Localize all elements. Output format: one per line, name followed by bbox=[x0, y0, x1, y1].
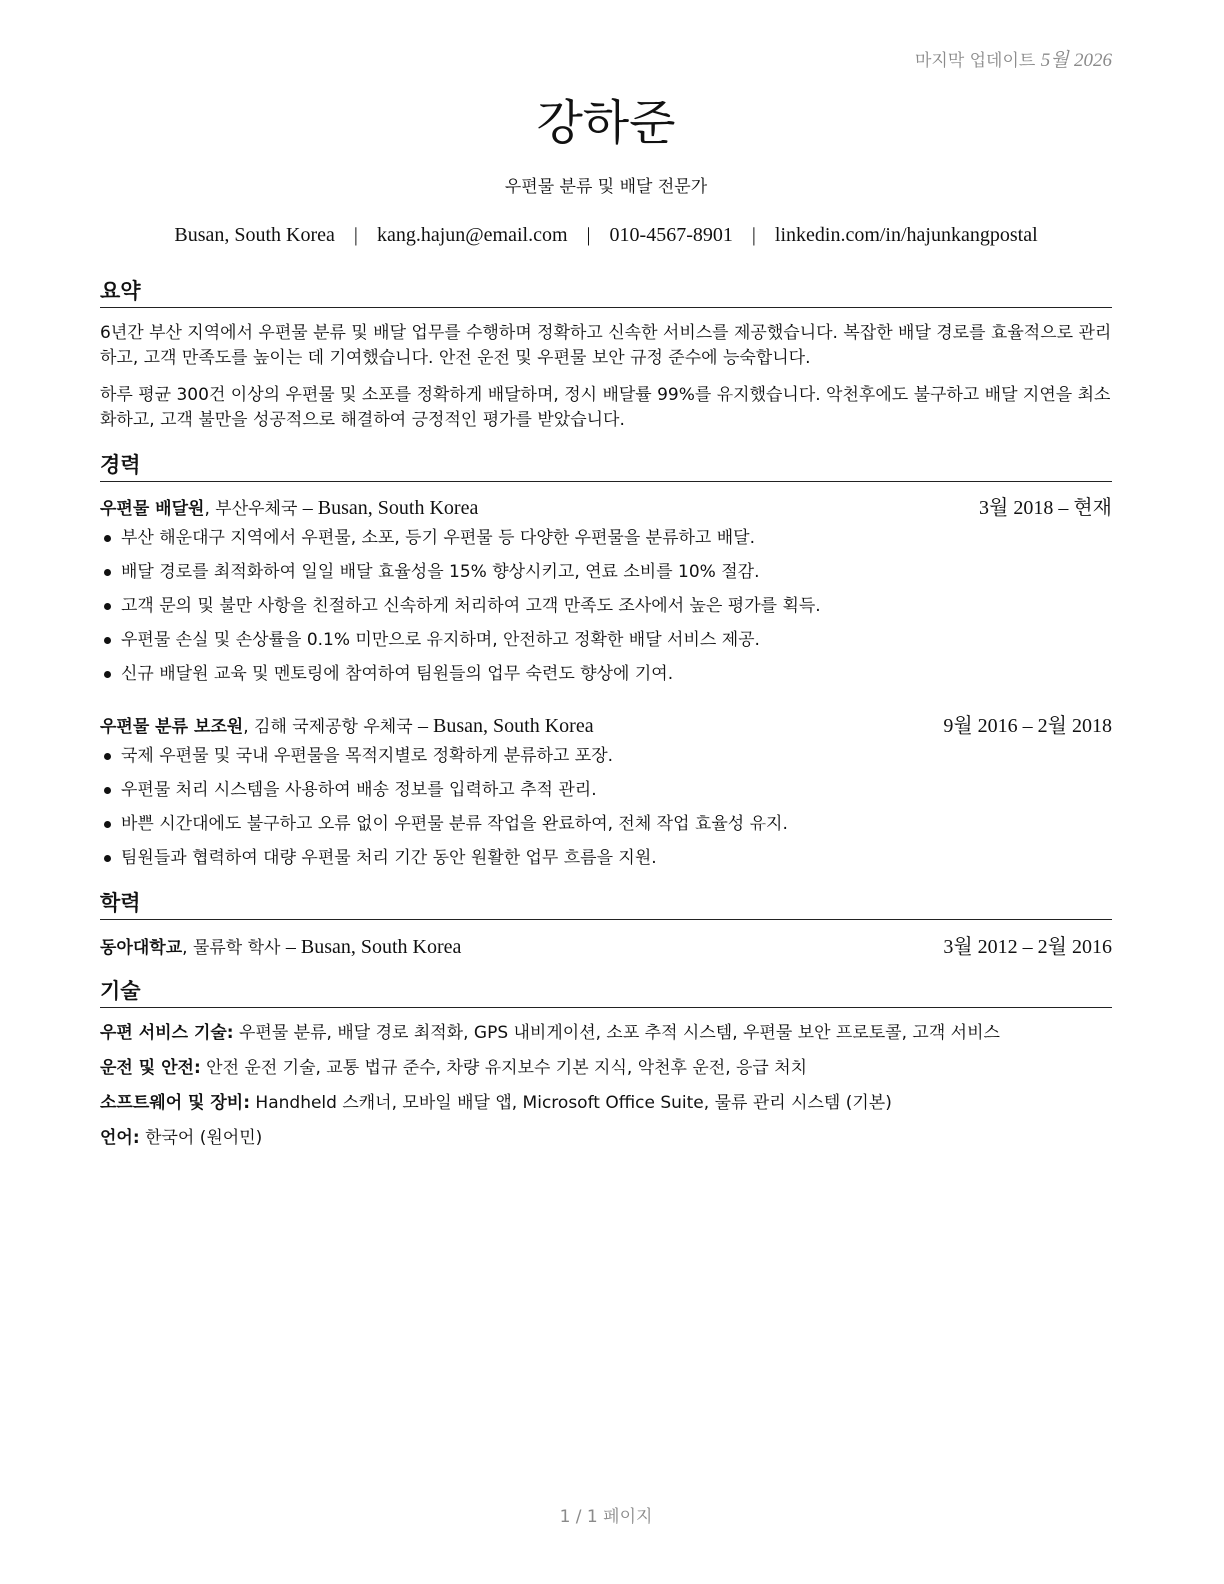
skill-label: 우편 서비스 기술: bbox=[100, 1023, 234, 1043]
last-updated-year: 2026 bbox=[1074, 50, 1112, 71]
job-bullets bbox=[100, 525, 1112, 695]
resume-page bbox=[100, 0, 1112, 1584]
section-title-summary: 요약 bbox=[100, 275, 1112, 308]
skill-label: 소프트웨어 및 장비: bbox=[100, 1093, 251, 1113]
job-location: Busan, South Korea bbox=[433, 715, 594, 737]
last-updated-month: 5월 bbox=[1040, 50, 1069, 71]
skill-value: 안전 운전 기술, 교통 법규 준수, 차량 유지보수 기본 지식, 악천후 운전, 응급 처치 bbox=[206, 1058, 808, 1078]
job-bullets bbox=[100, 743, 1112, 879]
summary-paragraph: 하루 평균 300건 이상의 우편물 및 소포를 정확하게 배달하며, 정시 배달률 99%를 유지했습니다. 악천후에도 불구하고 배달 지연을 최소화하고, 고객 불만을 성공적으로 해결하여 긍정적인 평가를 받았습니다. bbox=[100, 385, 1111, 430]
section-title-experience: 경력 bbox=[100, 449, 1112, 482]
education-location: Busan, South Korea bbox=[300, 936, 462, 958]
job-role: 우편물 배달원 bbox=[100, 499, 205, 519]
candidate-name: 강하준 bbox=[536, 95, 676, 151]
job-header: 우편물 분류 보조원, 김해 국제공항 우체국 – Busan, South Korea 9월 2016 – 2월 2018 bbox=[100, 715, 1112, 737]
education-school: 동아대학교 bbox=[100, 938, 183, 958]
job-role: 우편물 분류 보조원 bbox=[100, 717, 244, 737]
candidate-headline: 우편물 분류 및 배달 전문가 bbox=[504, 177, 708, 197]
skill-line bbox=[100, 1090, 1112, 1116]
list-item: 신규 배달원 교육 및 멘토링에 참여하여 팀원들의 업무 숙련도 향상에 기여. bbox=[100, 661, 1112, 695]
last-updated bbox=[915, 45, 1112, 72]
contact-phone: 010-4567-8901 bbox=[609, 224, 733, 246]
list-item: 팀원들과 협력하여 대량 우편물 처리 기간 동안 원활한 업무 흐름을 지원. bbox=[100, 845, 1112, 879]
contact-separator: | bbox=[353, 224, 358, 246]
contact-separator: | bbox=[586, 224, 591, 246]
list-item: 우편물 처리 시스템을 사용하여 배송 정보를 입력하고 추적 관리. bbox=[100, 777, 1112, 811]
skill-value: Handheld 스캐너, 모바일 배달 앱, Microsoft Office Suite, 물류 관리 시스템 (기본) bbox=[255, 1093, 892, 1113]
section-title-skills: 기술 bbox=[100, 975, 1112, 1008]
list-item: 바쁜 시간대에도 불구하고 오류 없이 우편물 분류 작업을 완료하여, 전체 작업 효율성 유지. bbox=[100, 811, 1112, 845]
list-item: 부산 해운대구 지역에서 우편물, 소포, 등기 우편물 등 다양한 우편물을 분류하고 배달. bbox=[100, 525, 1112, 559]
job-org: 김해 국제공항 우체국 bbox=[254, 717, 413, 737]
contact-line bbox=[100, 224, 1112, 247]
education-entry: 동아대학교, 물류학 학사 – Busan, South Korea 3월 2012 – 2월 2016 bbox=[100, 936, 1112, 958]
section-title-education: 학력 bbox=[100, 887, 1112, 920]
skill-line bbox=[100, 1125, 1112, 1151]
skill-label: 언어: bbox=[100, 1128, 140, 1148]
skill-label: 운전 및 안전: bbox=[100, 1058, 201, 1078]
last-updated-label: 마지막 업데이트 bbox=[914, 51, 1036, 71]
contact-linkedin[interactable]: linkedin.com/in/hajunkangpostal bbox=[774, 224, 1038, 246]
list-item: 배달 경로를 최적화하여 일일 배달 효율성을 15% 향상시키고, 연료 소비를 10% 절감. bbox=[100, 559, 1112, 593]
skill-line bbox=[100, 1055, 1112, 1081]
contact-email[interactable]: kang.hajun@email.com bbox=[376, 224, 568, 246]
page-indicator: 1 / 1 페이지 bbox=[559, 1507, 653, 1527]
list-item: 우편물 손실 및 손상률을 0.1% 미만으로 유지하며, 안전하고 정확한 배달 서비스 제공. bbox=[100, 627, 1112, 661]
education-degree: 물류학 학사 bbox=[192, 938, 281, 958]
job-org: 부산우체국 bbox=[215, 499, 298, 519]
job-dates: 9월 2016 – 2월 2018 bbox=[943, 715, 1112, 737]
education-dates: 3월 2012 – 2월 2016 bbox=[943, 936, 1112, 958]
skill-value: 우편물 분류, 배달 경로 최적화, GPS 내비게이션, 소포 추적 시스템, 우편물 보안 프로토콜, 고객 서비스 bbox=[239, 1023, 1000, 1043]
skill-value: 한국어 (원어민) bbox=[145, 1128, 263, 1148]
job-header: 우편물 배달원, 부산우체국 – Busan, South Korea 3월 2018 – 현재 bbox=[100, 497, 1112, 519]
contact-location: Busan, South Korea bbox=[174, 224, 335, 246]
skill-line bbox=[100, 1020, 1112, 1046]
list-item: 고객 문의 및 불만 사항을 친절하고 신속하게 처리하여 고객 만족도 조사에서 높은 평가를 획득. bbox=[100, 593, 1112, 627]
summary-paragraph: 6년간 부산 지역에서 우편물 분류 및 배달 업무를 수행하며 정확하고 신속한 서비스를 제공했습니다. 복잡한 배달 경로를 효율적으로 관리하고, 고객 만족도를 높이는 데 기여했습니다. 안전 운전 및 우편물 보안 규정 준수에 능숙합니다. bbox=[100, 323, 1112, 368]
contact-separator: | bbox=[751, 224, 756, 246]
job-location: Busan, South Korea bbox=[317, 497, 479, 519]
list-item: 국제 우편물 및 국내 우편물을 목적지별로 정확하게 분류하고 포장. bbox=[100, 743, 1112, 777]
job-dates: 3월 2018 – 현재 bbox=[979, 497, 1112, 519]
